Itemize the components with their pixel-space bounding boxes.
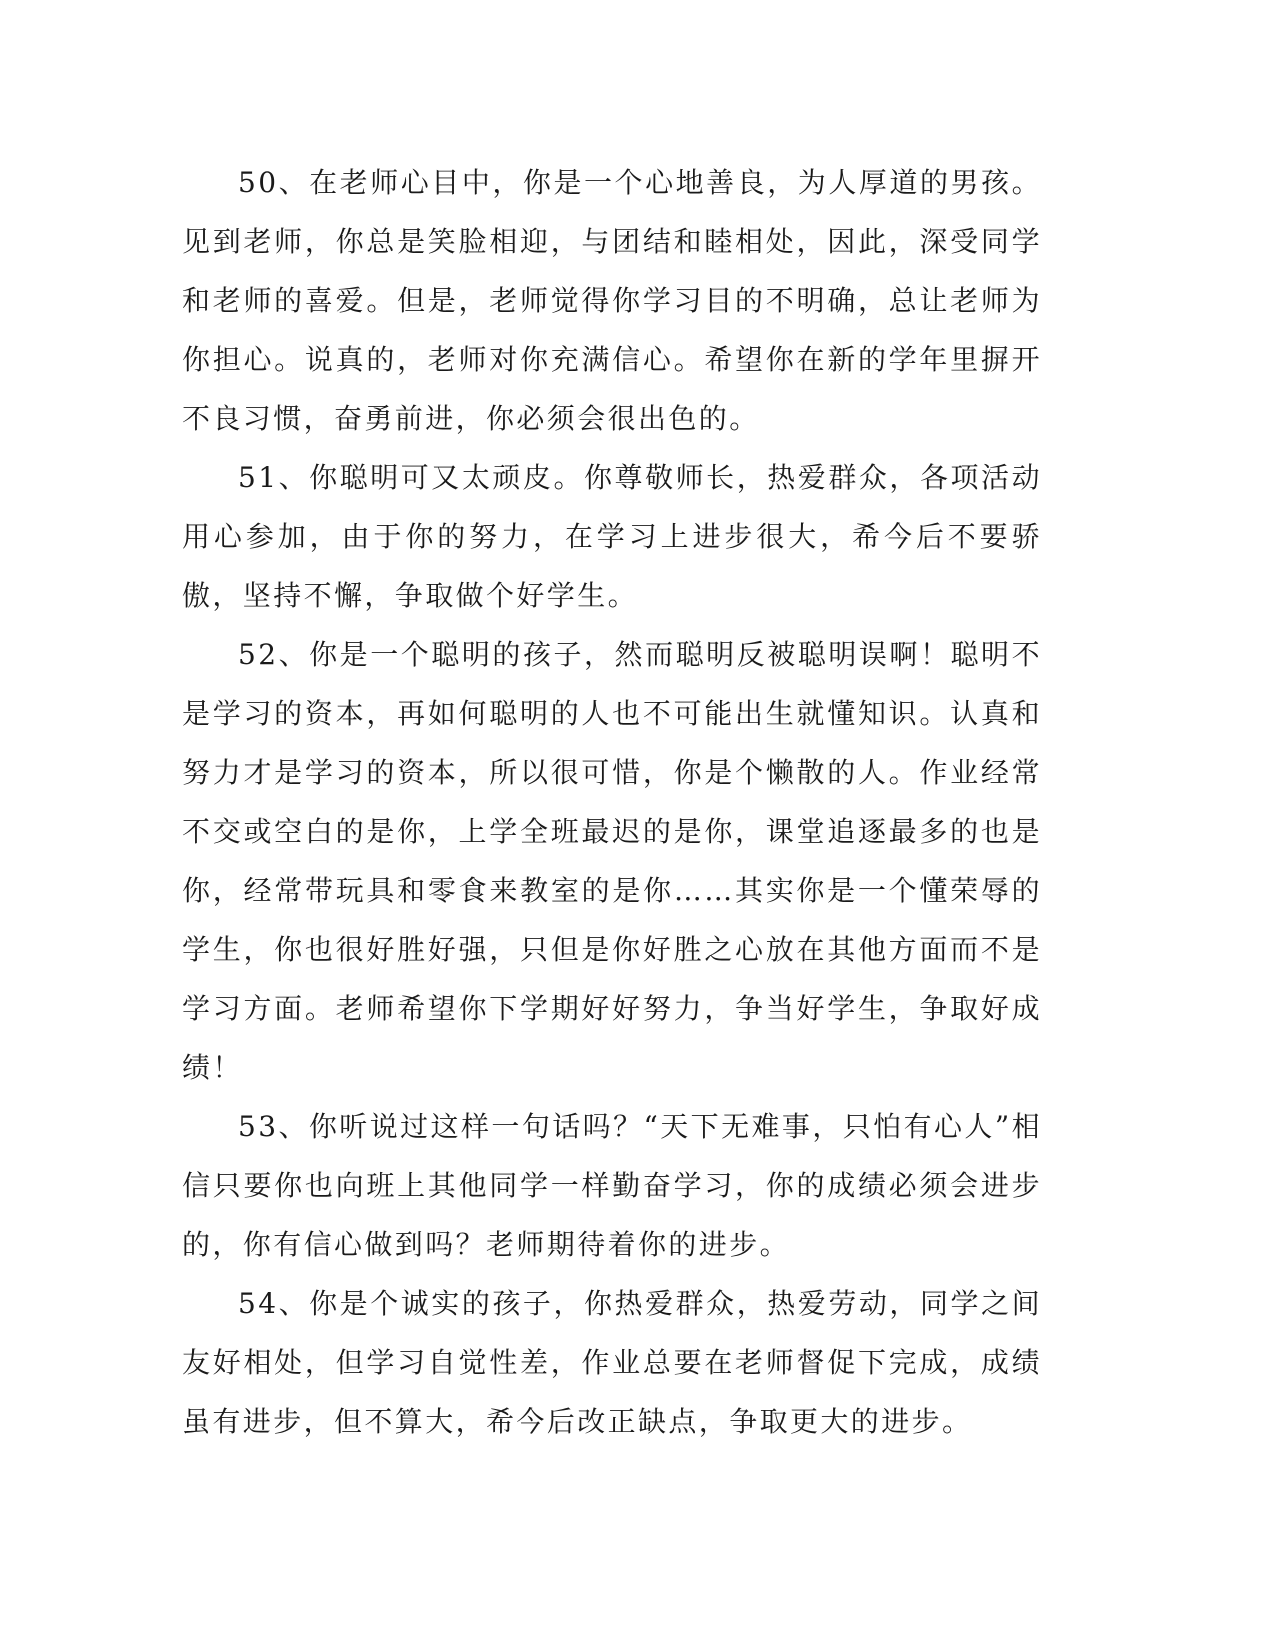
paragraph-51: 51、你聪明可又太顽皮。你尊敬师长，热爱群众，各项活动用心参加，由于你的努力，在学习上进步很大，希今后不要骄傲，坚持不懈，争取做个好学生。 [182,461,1042,612]
paragraph-53: 53、你听说过这样一句话吗？“天下无难事，只怕有心人”相信只要你也向班上其他同学一样勤奋学习，你的成绩必须会进步的，你有信心做到吗？老师期待着你的进步。 [182,1110,1042,1261]
paragraph-54: 54、你是个诚实的孩子，你热爱群众，热爱劳动，同学之间友好相处，但学习自觉性差，作业总要在老师督促下完成，成绩虽有进步，但不算大，希今后改正缺点，争取更大的进步。 [182,1287,1042,1438]
paragraph-50: 50、在老师心目中，你是一个心地善良，为人厚道的男孩。见到老师，你总是笑脸相迎，与团结和睦相处，因此，深受同学和老师的喜爱。但是，老师觉得你学习目的不明确，总让老师为你担心。说真的，老师对你充满信心。希望你在新的学年里摒开不良习惯，奋勇前进，你必须会很出色的。 [182,166,1042,435]
paragraph-52: 52、你是一个聪明的孩子，然而聪明反被聪明误啊！聪明不是学习的资本，再如何聪明的人也不可能出生就懂知识。认真和努力才是学习的资本，所以很可惜，你是个懒散的人。作业经常不交或空白的是你，上学全班最迟的是你，课堂追逐最多的也是你，经常带玩具和零食来教室的是你……其实你是一个懂荣辱的学生，你也很好胜好强，只但是你好胜之心放在其他方面而不是学习方面。老师希望你下学期好好努力，争当好学生，争取好成绩！ [182,638,1042,1084]
document-body [182,153,1042,1451]
